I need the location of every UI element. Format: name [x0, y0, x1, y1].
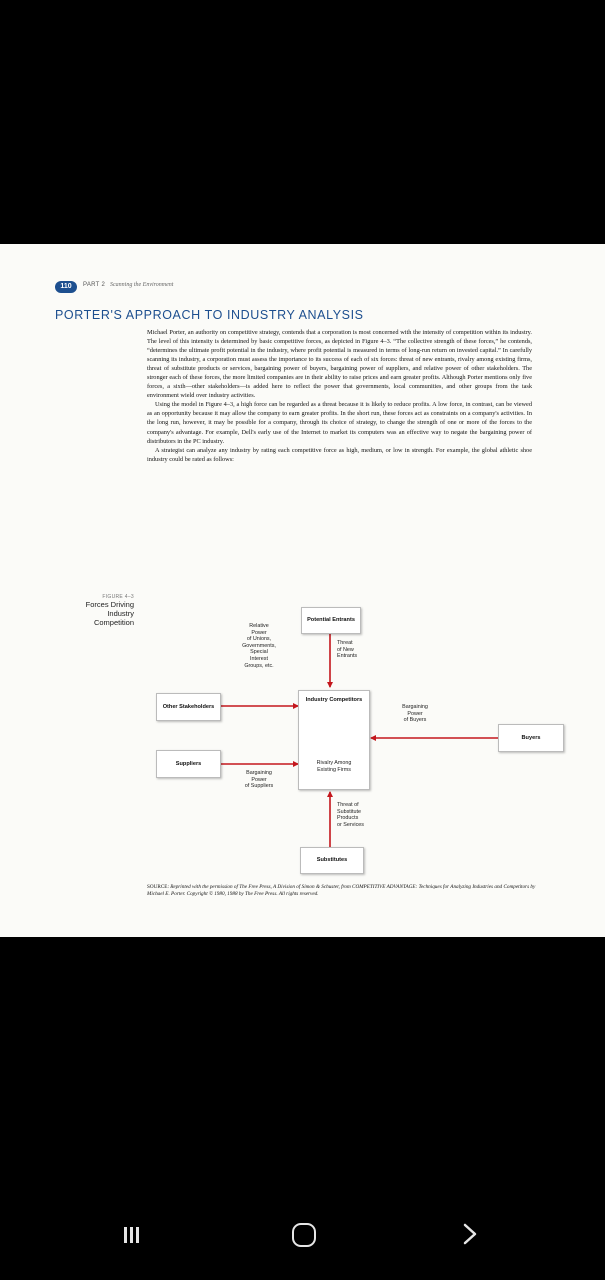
recent-apps-icon[interactable] [122, 1225, 142, 1245]
label-relative-power: Relative Power of Unions, Governments, Special Interest Groups, etc. [242, 623, 276, 669]
source-prefix: SOURCE: [147, 884, 169, 890]
box-buyers: Buyers [498, 724, 564, 752]
paragraph-3: A strategist can analyze any industry by rating each competitive force as high, medium, or low in strength. For example, the global athletic shoe industry could be rated as follows: [147, 446, 532, 463]
box-substitutes: Substitutes [300, 847, 364, 874]
diagram-arrows [0, 244, 605, 937]
home-icon[interactable] [292, 1223, 316, 1247]
industry-competitors-label: Industry Competitors [305, 697, 363, 703]
viewer-top-bar [0, 0, 605, 244]
box-suppliers: Suppliers [156, 750, 221, 778]
paragraph-2: Using the model in Figure 4–3, a high force can be regarded as a threat because it is likely to reduce profits. A low force, in contrast, can be viewed as an opportunity because it may allow the company to earn greater profits. In the short run, these forces act as constraints on a company's activities. In the long run, however, it may be possible for a company, through its choice of strategy, to change the strength of one or more of the forces to the company's advantage. For example, Dell's early use of the Internet to market its computers was an effective way to negate the bargaining power of distributors in the PC industry. [147, 401, 532, 445]
label-threat-substitute: Threat of Substitute Products or Services [337, 802, 364, 828]
box-industry-competitors [298, 690, 370, 790]
label-bargaining-buyers: Bargaining Power of Buyers [402, 704, 428, 724]
paragraph-1: Michael Porter, an authority on competitive strategy, contends that a corporation is most concerned with the intensity of competition within its industry. The level of this intensity is determined by basic competitive forces, as depicted in Figure 4–3. “The collective strength of these forces,” he contends, “determines the ultimate profit potential in the industry, where profit potential is measured in terms of long-run return on invested capital.” In carefully scanning its industry, a corporation must assess the importance to its success of each of six forces: threat of new entrants, rivalry among existing firms, threat of substitute products or services, bargaining power of buyers, bargaining power of suppliers, and relative power of other stakeholders. The stronger each of these forces, the more limited companies are in their ability to raise prices and earn greater profits. Although Porter mentions only five forces, a sixth—other stakeholders—is added here to reflect the power that governments, local communities, and other groups from the task environment wield over industry activities. [147, 329, 532, 400]
figure-title-line-1: Forces Driving [85, 600, 134, 609]
figure-title-line-3: Competition [93, 618, 134, 627]
label-rivalry: Rivalry Among Existing Firms [316, 760, 352, 773]
box-potential-entrants: Potential Entrants [301, 607, 361, 634]
page-number: 110 [55, 281, 77, 293]
figure-label: FIGURE 4–3 [102, 594, 134, 600]
figure-source [147, 884, 537, 898]
source-text: Reprinted with the permission of The Free Press, A Division of Simon & Schuster, from COMPETITIVE ADVANTAGE: Techniques for Analyzing Industries and Competitors by Michael E. Porter. Copyright © 1980, 1988 by The Free Press. All rights reserved. [147, 884, 536, 897]
box-other-stakeholders: Other Stakeholders [156, 693, 221, 721]
section-title: PORTER'S APPROACH TO INDUSTRY ANALYSIS [55, 308, 364, 322]
part-title: Scanning the Environment [110, 282, 174, 288]
figure-title-line-2: Industry [107, 609, 134, 618]
document-page[interactable] [0, 244, 605, 937]
label-bargaining-suppliers: Bargaining Power of Suppliers [244, 770, 274, 790]
back-icon[interactable] [462, 1222, 478, 1246]
part-label: PART 2 [83, 282, 106, 288]
label-threat-new-entrants: Threat of New Entrants [337, 640, 358, 660]
